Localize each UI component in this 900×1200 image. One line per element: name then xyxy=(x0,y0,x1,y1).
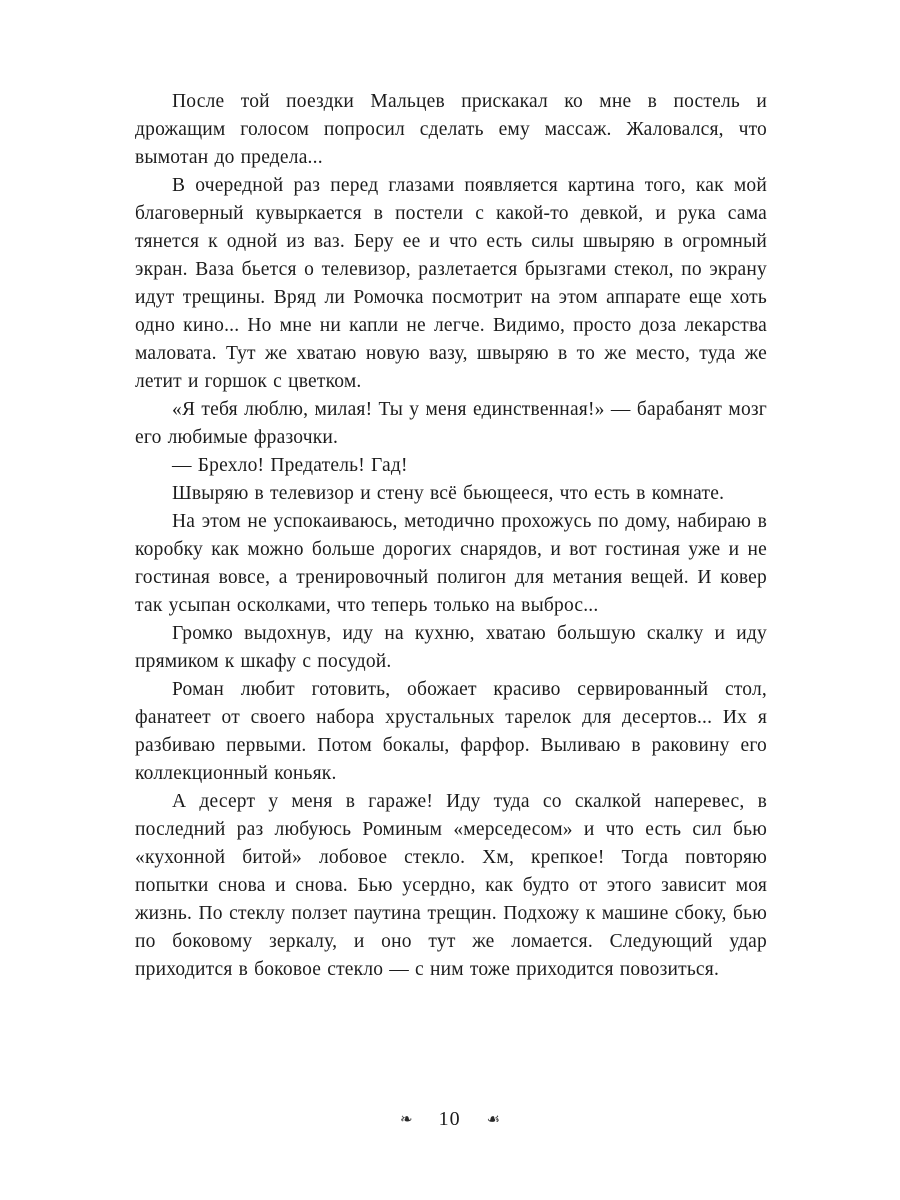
page-text-block xyxy=(135,88,767,984)
paragraph: После той поездки Мальцев прискакал ко мне в постель и дрожащим голосом попросил сделать ему массаж. Жаловался, что вымотан до предела... xyxy=(135,91,767,168)
paragraph: Швыряю в телевизор и стену всё бьющееся, что есть в комнате. xyxy=(172,483,725,504)
paragraph: А десерт у меня в гараже! Иду туда со скалкой наперевес, в последний раз любуюсь Роминым «мерседесом» и что есть сил бью «кухонной битой» лобовое стекло. Хм, крепкое! Тогда повторяю попытки снова и снова. Бью усердно, как будто от этого зависит моя жизнь. По стеклу ползет паутина трещин. Подхожу к машине сбоку, бью по боковому зеркалу, и оно тут же ломается. Следующий удар приходится в боковое стекло — с ним тоже приходится повозиться. xyxy=(135,791,767,980)
paragraph: В очередной раз перед глазами появляется картина того, как мой благоверный кувыркается в постели с какой-то девкой, и рука сама тянется к одной из ваз. Беру ее и что есть силы швыряю в огромный экран. Ваза бьется о телевизор, разлетается брызгами стекол, по экрану идут трещины. Вряд ли Ромочка посмотрит на этом аппарате еще хоть одно кино... Но мне ни капли не легче. Видимо, просто доза лекарства маловата. Тут же хватаю новую вазу, швыряю в то же место, туда же летит и горшок с цветком. xyxy=(135,175,767,392)
page-number: 10 xyxy=(438,1108,461,1130)
paragraph: — Брехло! Предатель! Гад! xyxy=(172,455,408,476)
paragraph: «Я тебя люблю, милая! Ты у меня единственная!» — барабанят мозг его любимые фразочки. xyxy=(135,399,767,448)
paragraph: На этом не успокаиваюсь, методично прохожусь по дому, набираю в коробку как можно больше дорогих снарядов, и вот гостиная уже и не гостиная вовсе, а тренировочный полигон для метания вещей. И ковер так усыпан осколками, что теперь только на выброс... xyxy=(135,511,767,616)
floral-ornament-left-icon: ❧ xyxy=(399,1112,413,1128)
page-footer xyxy=(0,1108,900,1131)
paragraph: Громко выдохнув, иду на кухню, хватаю большую скалку и иду прямиком к шкафу с посудой. xyxy=(135,623,767,672)
paragraph: Роман любит готовить, обожает красиво сервированный стол, фанатеет от своего набора хрустальных тарелок для десертов... Их я разбиваю первыми. Потом бокалы, фарфор. Выливаю в раковину его коллекционный коньяк. xyxy=(135,679,767,784)
floral-ornament-right-icon: ☙ xyxy=(486,1112,501,1128)
